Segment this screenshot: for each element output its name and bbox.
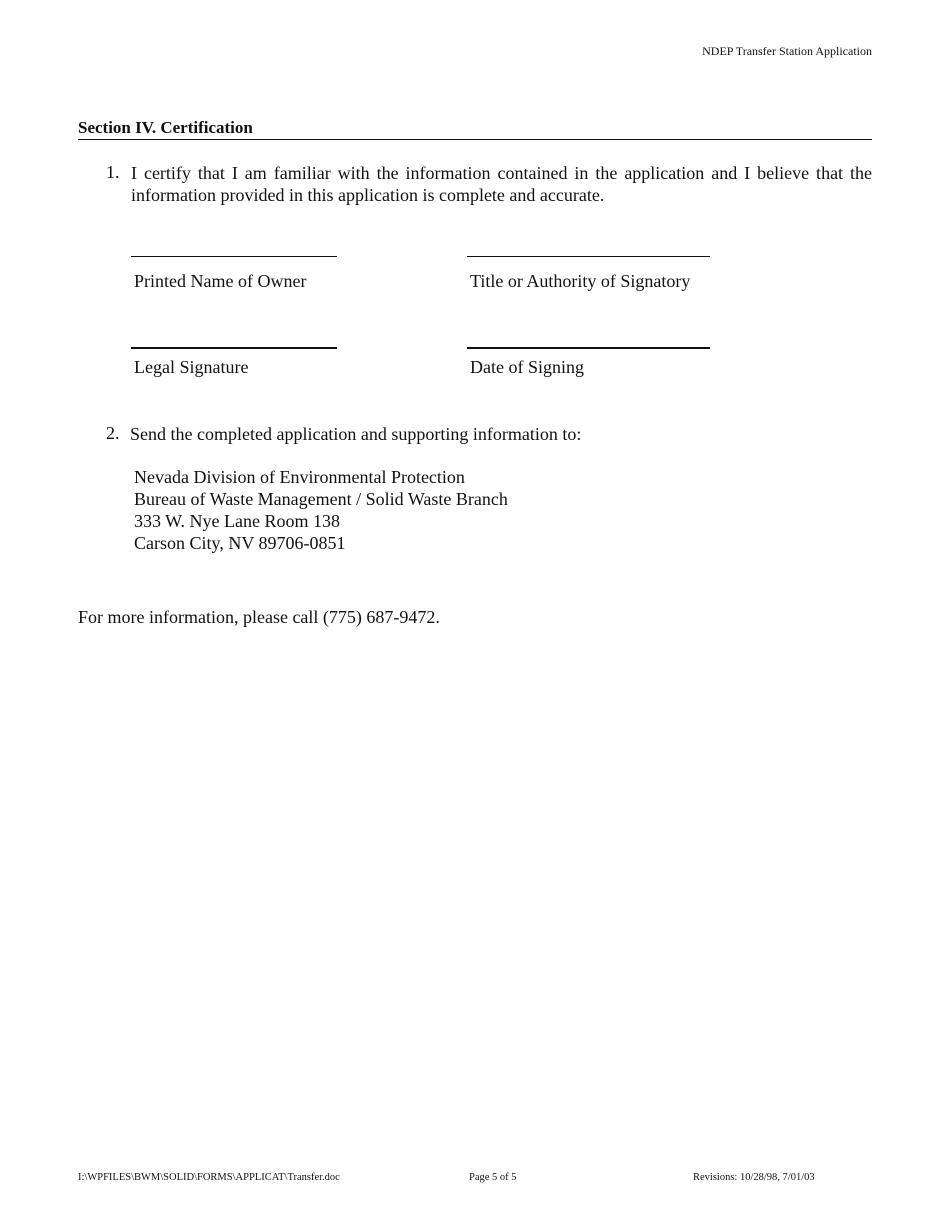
- printed-name-line[interactable]: [131, 256, 337, 257]
- address-line-1: Nevada Division of Environmental Protection: [134, 467, 465, 487]
- item-2-text: Send the completed application and supporting information to:: [130, 424, 582, 444]
- footer-page-number: Page 5 of 5: [469, 1172, 517, 1183]
- contact-info: For more information, please call (775) 687-9472.: [78, 607, 440, 627]
- printed-name-label: Printed Name of Owner: [134, 271, 307, 291]
- address-line-4: Carson City, NV 89706-0851: [134, 533, 346, 553]
- item-2-number: 2.: [106, 423, 120, 443]
- running-header: NDEP Transfer Station Application: [702, 44, 872, 58]
- item-1-number: 1.: [106, 162, 120, 182]
- address-line-3: 333 W. Nye Lane Room 138: [134, 511, 340, 531]
- mailing-address: [134, 466, 508, 554]
- legal-signature-label: Legal Signature: [134, 357, 249, 377]
- date-signing-label: Date of Signing: [470, 357, 584, 377]
- item-1-text: [131, 162, 872, 206]
- address-line-2: Bureau of Waste Management / Solid Waste Branch: [134, 489, 508, 509]
- footer-revisions: Revisions: 10/28/98, 7/01/03: [693, 1172, 815, 1183]
- footer-file-path: I:\WPFILES\BWM\SOLID\FORMS\APPLICAT\Transfer.doc: [78, 1172, 340, 1183]
- section-heading: Section IV. Certification: [78, 118, 872, 140]
- legal-signature-line[interactable]: [131, 347, 337, 349]
- item-1-text-content: I certify that I am familiar with the information contained in the application and I believe that the information provided in this application is complete and accurate.: [131, 163, 872, 205]
- date-signing-line[interactable]: [467, 347, 710, 349]
- title-authority-line[interactable]: [467, 256, 710, 257]
- title-authority-label: Title or Authority of Signatory: [470, 271, 691, 291]
